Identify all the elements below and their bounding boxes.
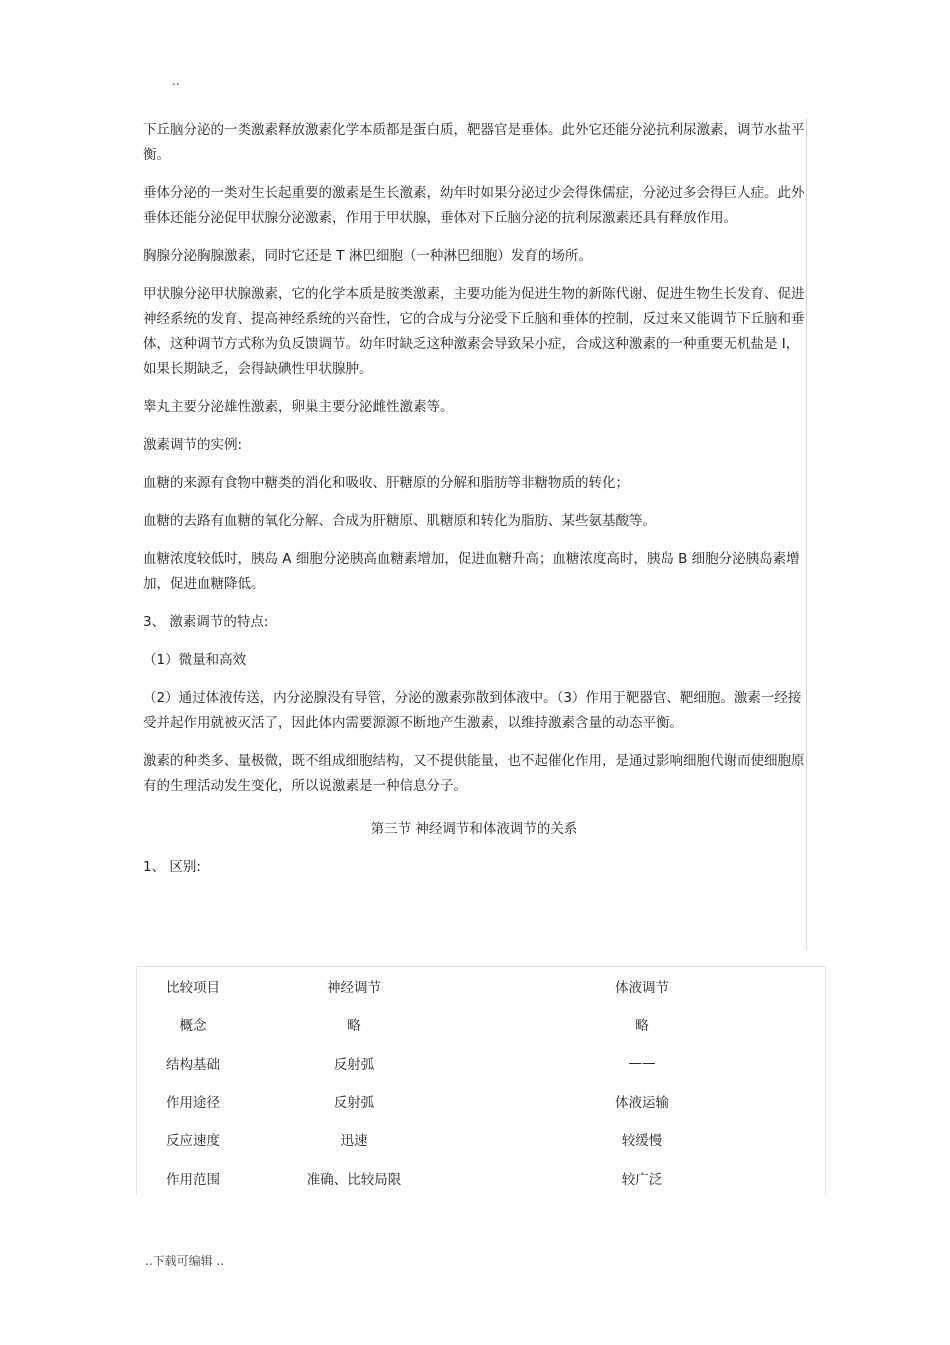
paragraph: 激素调节的实例: bbox=[143, 437, 243, 453]
list-item: （1）微量和高效 bbox=[143, 652, 247, 668]
table-cell: 较缓慢 bbox=[621, 1133, 663, 1150]
table-cell: 略 bbox=[347, 1018, 361, 1035]
table-cell: 反应速度 bbox=[166, 1133, 220, 1150]
page-header: .. bbox=[172, 74, 180, 88]
table-cell: 作用范围 bbox=[166, 1171, 220, 1188]
table-cell: 体液运输 bbox=[615, 1095, 669, 1112]
table-cell: 略 bbox=[635, 1018, 649, 1035]
comparison-table bbox=[136, 966, 826, 1195]
table-header-cell: 比较项目 bbox=[166, 980, 220, 997]
table-row bbox=[137, 1082, 825, 1120]
paragraph: （2）通过体液传送，内分泌腺没有导管，分泌的激素弥散到体液中。（3）作用于靶器官、靶细胞。激素一经接受并起作用就被灭活了，因此体内需要源源不断地产生激素，以维持激素含量的动态平衡。 bbox=[143, 690, 802, 731]
table-cell: 准确、比较局限 bbox=[306, 1171, 402, 1188]
table-cell: 反射弧 bbox=[333, 1056, 375, 1073]
table-header-row bbox=[137, 967, 825, 1005]
document-body bbox=[143, 118, 805, 893]
table-cell: —— bbox=[628, 1054, 656, 1071]
section-title: 第三节 神经调节和体液调节的关系 bbox=[370, 821, 578, 837]
paragraph: 甲状腺分泌甲状腺激素，它的化学本质是胺类激素，主要功能为促进生物的新陈代谢、促进生物生长发育、促进神经系统的发育、提高神经系统的兴奋性，它的合成与分泌受下丘脑和垂体的控制，反过来又能调节下丘脑和垂体，这种调节方式称为负反馈调节。幼年时缺乏这种激素会导致呆小症，合成这种激素的一种重要无机盐是 I，如果长期缺乏，会得缺碘性甲状腺肿。 bbox=[143, 286, 805, 377]
table-header-cell: 体液调节 bbox=[615, 980, 669, 997]
paragraph: 血糖的去路有血糖的氧化分解、合成为肝糖原、肌糖原和转化为脂肪、某些氨基酸等。 bbox=[143, 513, 656, 529]
table-cell: 概念 bbox=[179, 1018, 207, 1035]
table-cell: 结构基础 bbox=[166, 1056, 220, 1073]
paragraph: 下丘脑分泌的一类激素释放激素化学本质都是蛋白质，靶器官是垂体。此外它还能分泌抗利尿激素，调节水盐平衡。 bbox=[143, 122, 805, 163]
paragraph: 激素的种类多、量极微，既不组成细胞结构，又不提供能量，也不起催化作用，是通过影响细胞代谢而使细胞原有的生理活动发生变化，所以说激素是一种信息分子。 bbox=[143, 753, 805, 794]
table-row bbox=[137, 1005, 825, 1043]
table-cell: 较广泛 bbox=[621, 1171, 663, 1188]
table-cell: 作用途径 bbox=[166, 1095, 220, 1112]
table-row bbox=[137, 1044, 825, 1082]
table-row bbox=[137, 1158, 825, 1196]
sub-heading: 1、 区别: bbox=[143, 859, 201, 875]
section-heading: 3、 激素调节的特点: bbox=[143, 614, 269, 630]
table-header-cell: 神经调节 bbox=[327, 980, 381, 997]
table-row bbox=[137, 1120, 825, 1158]
paragraph: 垂体分泌的一类对生长起重要的激素是生长激素，幼年时如果分泌过少会得侏儒症，分泌过多会得巨人症。此外垂体还能分泌促甲状腺分泌激素，作用于甲状腺，垂体对下丘脑分泌的抗利尿激素还具有释放作用。 bbox=[143, 185, 805, 226]
paragraph: 胸腺分泌胸腺激素，同时它还是 T 淋巴细胞（一种淋巴细胞）发育的场所。 bbox=[143, 248, 592, 264]
paragraph: 血糖的来源有食物中糖类的消化和吸收、肝糖原的分解和脂肪等非糖物质的转化； bbox=[143, 475, 629, 491]
paragraph: 睾丸主要分泌雄性激素，卵巢主要分泌雌性激素等。 bbox=[143, 399, 454, 415]
page-footer: ..下载可编辑 .. bbox=[145, 1254, 225, 1268]
frame-line bbox=[806, 118, 807, 950]
table-cell: 迅速 bbox=[340, 1133, 368, 1150]
table-cell: 反射弧 bbox=[333, 1095, 375, 1112]
paragraph: 血糖浓度较低时，胰岛 A 细胞分泌胰高血糖素增加，促进血糖升高；血糖浓度高时，胰岛 B 细胞分泌胰岛素增加，促进血糖降低。 bbox=[143, 551, 800, 592]
